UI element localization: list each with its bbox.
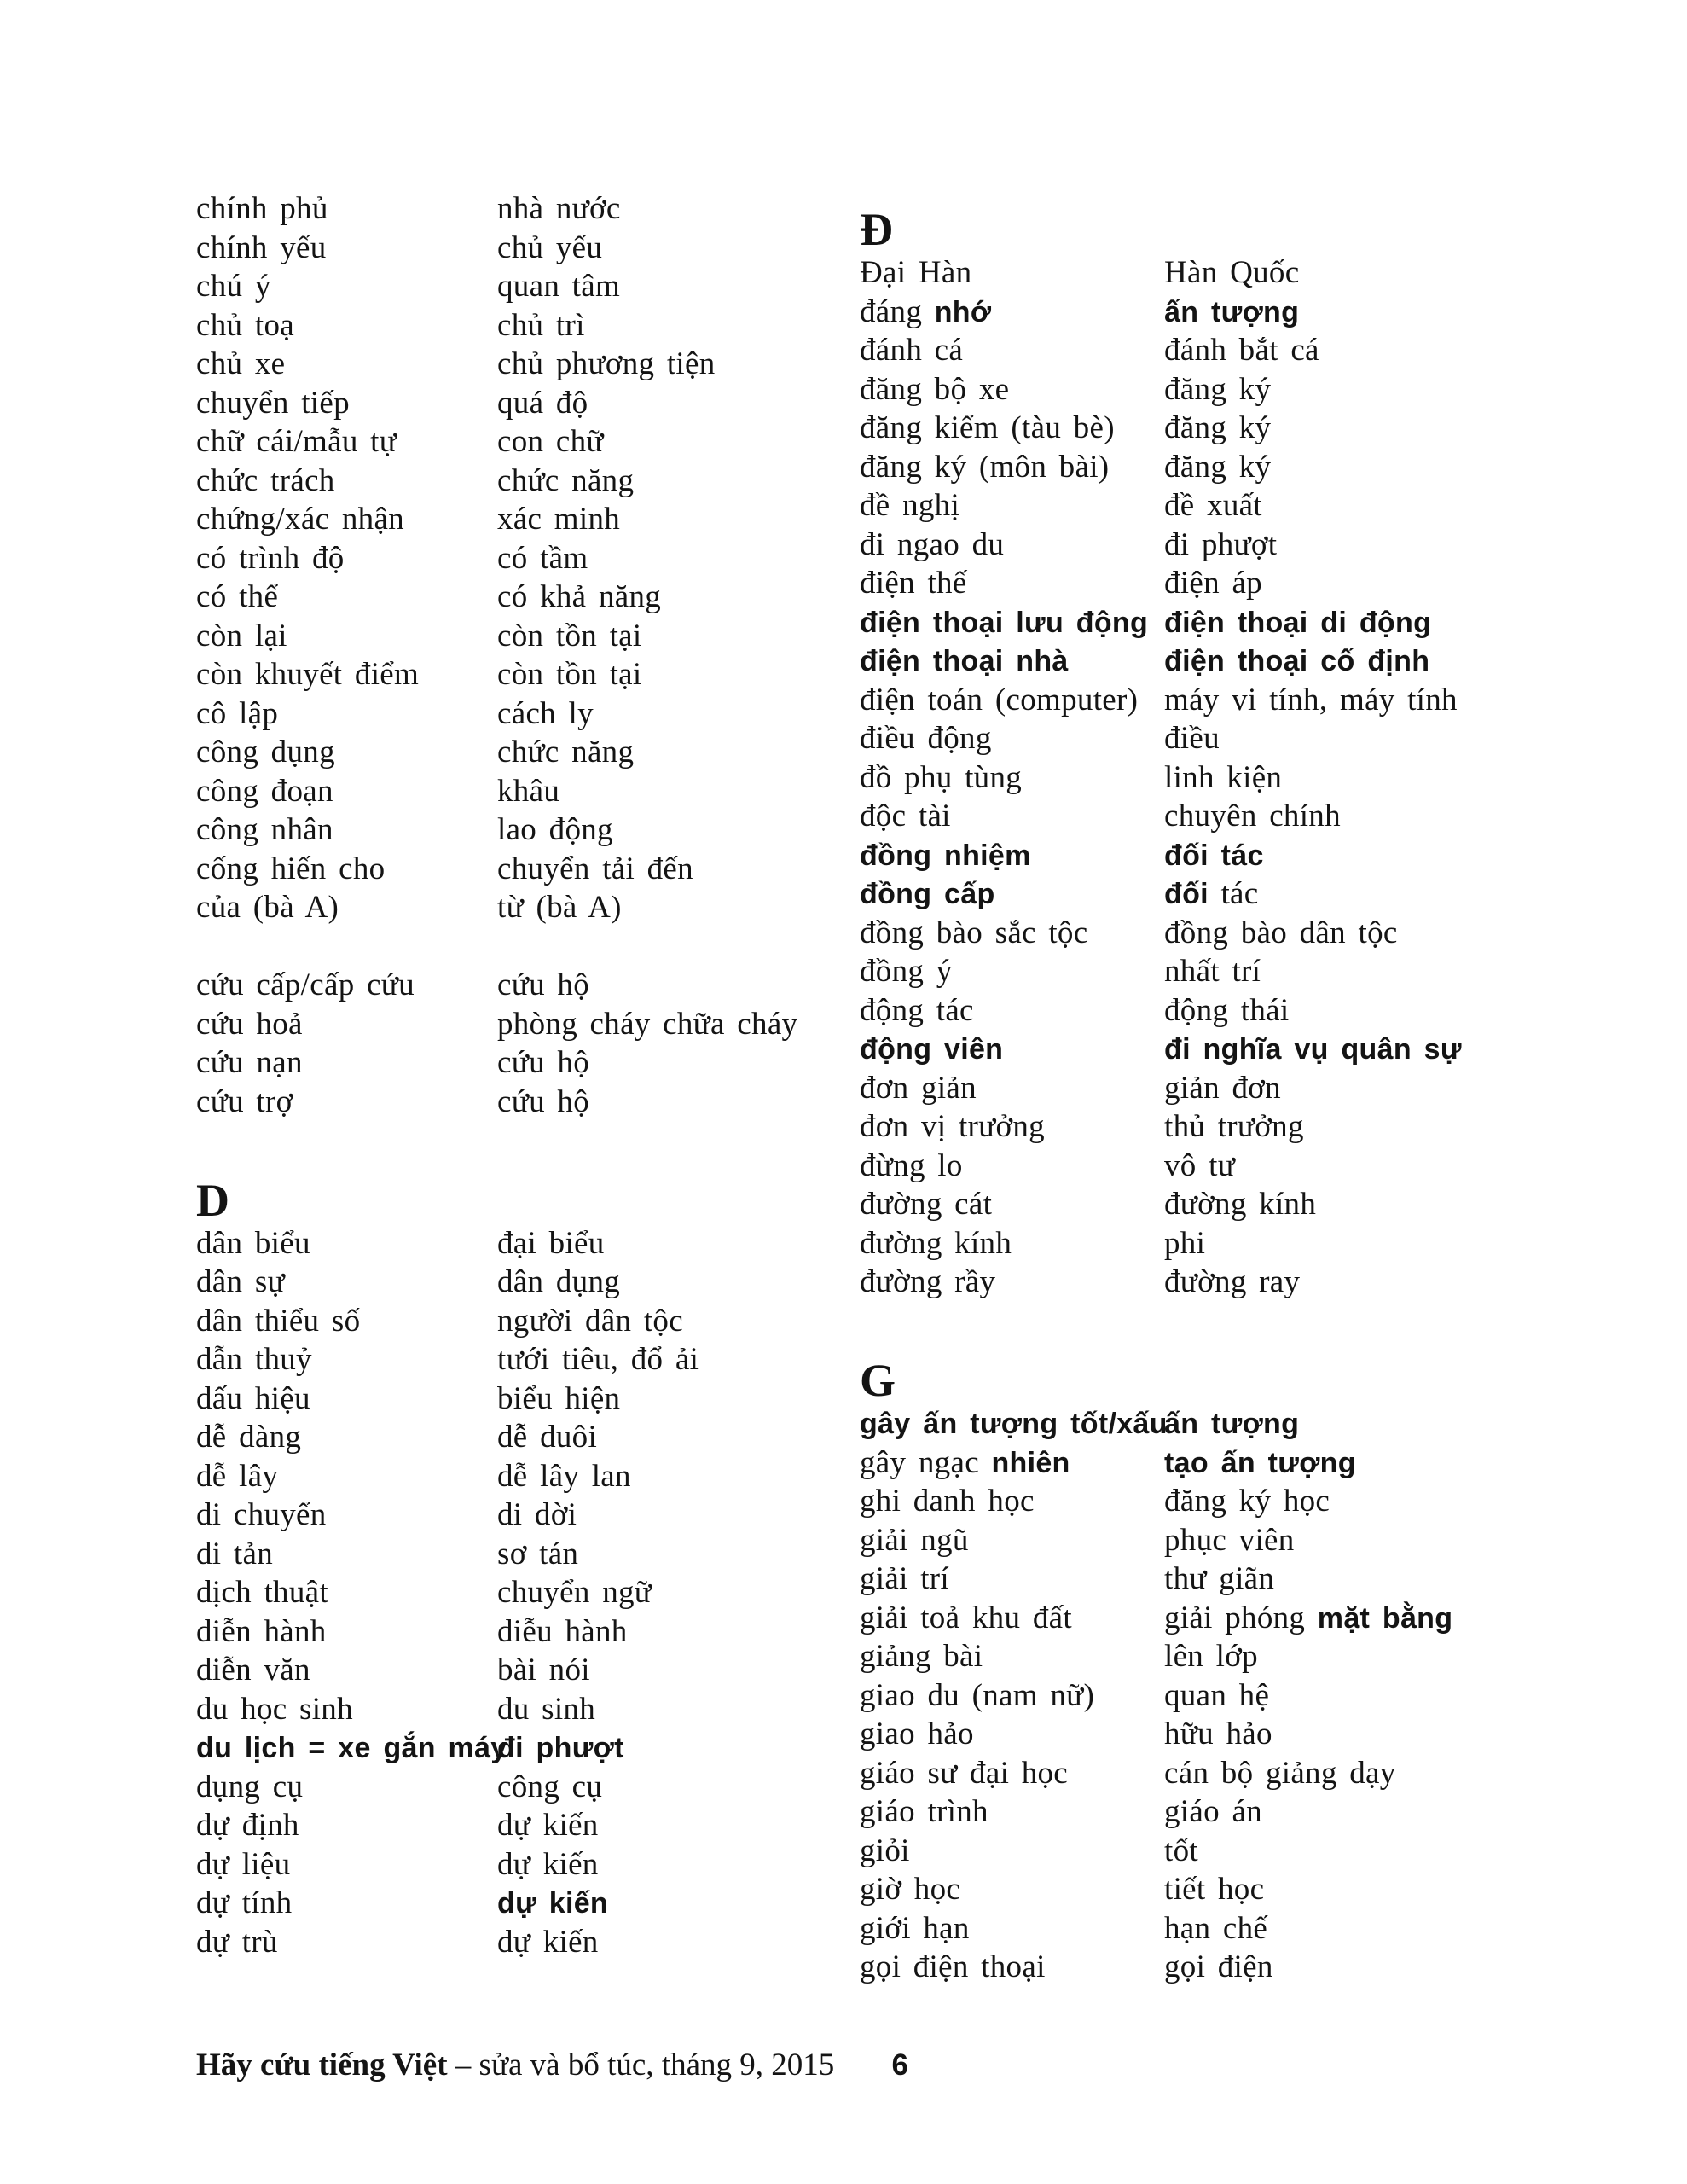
term-cell: công đoạn — [196, 773, 333, 809]
equivalent-cell: thư giãn — [1164, 1561, 1275, 1596]
glossary-row — [860, 370, 1636, 410]
term-cell: độc tài — [860, 799, 951, 834]
equivalent-cell: bài nói — [497, 1653, 590, 1687]
term-cell: đường rầy — [860, 1264, 996, 1299]
equivalent-cell: tưới tiêu, đổ ải — [497, 1342, 699, 1377]
equivalent-cell: điều — [1164, 721, 1220, 756]
glossary-row — [860, 1185, 1636, 1224]
glossary-row — [196, 1535, 827, 1574]
equivalent-cell: lao động — [497, 812, 613, 847]
term-cell: dự định — [196, 1808, 299, 1843]
equivalent-cell: dự kiến — [497, 1808, 599, 1843]
glossary-row — [196, 1651, 827, 1690]
glossary-row — [196, 229, 827, 268]
term-cell: động viên — [860, 1033, 1004, 1066]
glossary-row — [196, 694, 827, 734]
equivalent-cell: đăng ký — [1164, 449, 1272, 485]
page-number: 6 — [891, 2048, 908, 2082]
equivalent-cell: cứu hộ — [497, 1083, 590, 1119]
glossary-row — [196, 1884, 827, 1923]
equivalent-cell: gọi điện — [1164, 1949, 1273, 1984]
equivalent-cell: quan tâm — [497, 269, 621, 304]
term-cell: dân biểu — [196, 1225, 310, 1261]
equivalent-cell: thủ trưởng — [1164, 1109, 1304, 1144]
term-cell: dự tính — [196, 1885, 293, 1920]
equivalent-cell: đại biểu — [497, 1225, 605, 1261]
term-cell: dân sự — [196, 1264, 285, 1299]
term-cell: dễ dàng — [196, 1420, 302, 1455]
glossary-row — [196, 1728, 827, 1768]
equivalent-cell: đồng bào dân tộc — [1164, 915, 1398, 950]
equivalent-cell: con chữ — [497, 424, 604, 459]
glossary-row — [196, 1690, 827, 1729]
equivalent-cell: biểu hiện — [497, 1380, 621, 1416]
glossary-row — [860, 1599, 1636, 1638]
glossary-row — [196, 1302, 827, 1341]
glossary-row — [860, 1870, 1636, 1909]
equivalent-cell: vô tư — [1164, 1147, 1236, 1183]
glossary-row — [860, 1224, 1636, 1263]
term-cell: đăng ký (môn bài) — [860, 449, 1110, 485]
equivalent-cell: nhất trí — [1164, 954, 1261, 989]
glossary-row — [860, 603, 1636, 642]
term-cell: giờ học — [860, 1872, 961, 1907]
equivalent-cell: có khả năng — [497, 579, 662, 614]
term-cell: gây ấn tượng tốt/xấu — [860, 1408, 1168, 1440]
glossary-row — [860, 836, 1636, 875]
equivalent-cell: người dân tộc — [497, 1303, 683, 1339]
equivalent-cell: còn tồn tại — [497, 618, 642, 653]
equivalent-cell: quá độ — [497, 385, 588, 421]
glossary-row — [860, 1030, 1636, 1069]
equivalent-cell: xác minh — [497, 502, 621, 537]
equivalent-cell: chuyển tải đến — [497, 851, 693, 886]
term-cell: diễn văn — [196, 1653, 310, 1687]
glossary-row — [196, 1340, 827, 1380]
term-cell: đồng ý — [860, 954, 953, 989]
term-cell: còn lại — [196, 618, 287, 653]
row-spacer — [860, 1302, 1636, 1341]
section-header — [860, 189, 1636, 253]
glossary-row — [196, 384, 827, 423]
term-cell: gọi điện thoại — [860, 1949, 1046, 1984]
glossary-row — [196, 1845, 827, 1885]
equivalent-cell: Hàn Quốc — [1164, 255, 1300, 290]
term-cell: dự trù — [196, 1924, 278, 1960]
term-cell: đường kính — [860, 1225, 1012, 1261]
glossary-row — [860, 681, 1636, 720]
glossary-row — [860, 1832, 1636, 1871]
equivalent-cell: đi nghĩa vụ quân sự — [1164, 1033, 1462, 1066]
term-cell: giáo trình — [860, 1794, 988, 1829]
equivalent-cell: cứu hộ — [497, 1045, 590, 1080]
glossary-row — [196, 539, 827, 578]
term-cell: đề nghị — [860, 488, 960, 523]
equivalent-cell: chức năng — [497, 462, 635, 498]
term-cell: chính yếu — [196, 229, 327, 265]
equivalent-cell: chủ trì — [497, 307, 585, 343]
equivalent-cell: đường kính — [1164, 1187, 1317, 1222]
equivalent-cell: điện thoại cố định — [1164, 645, 1430, 677]
glossary-row — [860, 1069, 1636, 1108]
term-cell: đánh cá — [860, 333, 964, 368]
glossary-row — [860, 293, 1636, 332]
equivalent-cell: quan hệ — [1164, 1677, 1270, 1713]
glossary-row — [860, 1909, 1636, 1949]
glossary-row — [860, 564, 1636, 603]
equivalent-cell: đi phượt — [1164, 526, 1278, 562]
glossary-row — [196, 1923, 827, 1962]
glossary-row — [860, 486, 1636, 526]
term-cell: cứu hoả — [196, 1006, 303, 1042]
equivalent-cell: ấn tượng — [1164, 295, 1300, 328]
equivalent-cell: giải phóng mặt bằng — [1164, 1600, 1453, 1635]
glossary-row — [196, 189, 827, 229]
glossary-row — [860, 952, 1636, 991]
equivalent-cell: công cụ — [497, 1769, 603, 1804]
section-letter: Đ — [860, 204, 893, 255]
glossary-row — [860, 1521, 1636, 1560]
term-cell: du học sinh — [196, 1691, 353, 1727]
glossary-row — [860, 719, 1636, 758]
equivalent-cell: dự kiến — [497, 1887, 608, 1920]
term-cell: di chuyển — [196, 1497, 327, 1532]
glossary-row — [196, 1263, 827, 1302]
glossary-left-column — [196, 189, 827, 1961]
term-cell: dễ lây — [196, 1458, 279, 1494]
term-cell: cứu trợ — [196, 1083, 293, 1119]
term-cell: chủ toạ — [196, 307, 294, 343]
equivalent-cell: phòng cháy chữa cháy — [497, 1006, 798, 1042]
equivalent-cell: giản đơn — [1164, 1070, 1281, 1106]
term-cell: đơn vị trưởng — [860, 1109, 1045, 1144]
glossary-row — [196, 1573, 827, 1612]
term-cell: đường cát — [860, 1187, 993, 1222]
footer-subtitle: – sửa và bổ túc, tháng 9, 2015 — [447, 2048, 835, 2082]
term-cell: điều động — [860, 721, 992, 756]
term-cell: đăng bộ xe — [860, 371, 1010, 407]
term-cell: dẫn thuỷ — [196, 1342, 312, 1377]
term-cell: giao hảo — [860, 1716, 974, 1751]
equivalent-cell: ấn tượng — [1164, 1408, 1300, 1440]
glossary-row — [196, 1768, 827, 1807]
term-cell: chính phủ — [196, 191, 328, 226]
glossary-row — [196, 500, 827, 539]
glossary-row — [196, 345, 827, 384]
equivalent-cell: du sinh — [497, 1691, 596, 1727]
glossary-row — [860, 1482, 1636, 1521]
glossary-row — [196, 1457, 827, 1496]
equivalent-cell: đăng ký học — [1164, 1484, 1330, 1519]
glossary-row — [860, 448, 1636, 487]
equivalent-cell: sơ tán — [497, 1536, 579, 1571]
term-cell: dấu hiệu — [196, 1380, 310, 1416]
glossary-row — [196, 1418, 827, 1457]
term-cell: giao du (nam nữ) — [860, 1677, 1095, 1713]
glossary-row — [860, 1676, 1636, 1716]
term-cell: còn khuyết điểm — [196, 657, 420, 692]
equivalent-cell: từ (bà A) — [497, 890, 622, 925]
glossary-row — [860, 1715, 1636, 1754]
glossary-row — [196, 810, 827, 850]
term-cell: điện thế — [860, 566, 967, 601]
equivalent-cell: đánh bắt cá — [1164, 333, 1319, 368]
term-cell: gây ngạc nhiên — [860, 1444, 1070, 1480]
equivalent-cell: cứu hộ — [497, 967, 590, 1002]
glossary-row — [860, 331, 1636, 370]
glossary-row — [860, 526, 1636, 565]
equivalent-cell: cách ly — [497, 695, 594, 731]
glossary-row — [860, 1792, 1636, 1832]
section-header — [196, 1160, 827, 1224]
glossary-row — [860, 1263, 1636, 1302]
equivalent-cell: dễ duôi — [497, 1420, 598, 1455]
equivalent-cell: dự kiến — [497, 1846, 599, 1882]
term-cell: đơn giản — [860, 1070, 977, 1106]
equivalent-cell: diễu hành — [497, 1613, 628, 1649]
glossary-row — [860, 1637, 1636, 1676]
glossary-row — [196, 617, 827, 656]
glossary-row — [196, 733, 827, 772]
term-cell: chức trách — [196, 462, 335, 498]
term-cell: công dụng — [196, 735, 335, 770]
glossary-row — [860, 1754, 1636, 1793]
equivalent-cell: chủ yếu — [497, 229, 603, 265]
term-cell: dụng cụ — [196, 1769, 304, 1804]
term-cell: đăng kiểm (tàu bè) — [860, 410, 1115, 445]
equivalent-cell: đối tác — [1164, 839, 1264, 872]
glossary-row — [196, 1043, 827, 1083]
glossary-row — [196, 772, 827, 811]
glossary-row — [860, 1948, 1636, 1987]
glossary-row — [860, 914, 1636, 953]
glossary-row — [860, 1443, 1636, 1483]
term-cell: cứu nạn — [196, 1045, 303, 1080]
term-cell: cống hiến cho — [196, 851, 386, 886]
glossary-row — [860, 758, 1636, 798]
equivalent-cell: đường ray — [1164, 1264, 1301, 1299]
term-cell: đồ phụ tùng — [860, 759, 1023, 795]
term-cell: đồng bào sắc tộc — [860, 915, 1088, 950]
footer-title: Hãy cứu tiếng Việt — [196, 2048, 448, 2082]
term-cell: chuyển tiếp — [196, 385, 350, 421]
equivalent-cell: dân dụng — [497, 1264, 621, 1299]
equivalent-cell: linh kiện — [1164, 759, 1283, 795]
equivalent-cell: chuyên chính — [1164, 799, 1341, 834]
term-cell: đi ngao du — [860, 526, 1005, 562]
equivalent-cell: giáo án — [1164, 1794, 1262, 1829]
glossary-row — [196, 1380, 827, 1419]
equivalent-cell: khâu — [497, 773, 560, 809]
term-cell: cô lập — [196, 695, 279, 731]
term-cell: dân thiểu số — [196, 1303, 361, 1339]
equivalent-cell: cán bộ giảng dạy — [1164, 1755, 1396, 1791]
section-letter: G — [860, 1355, 896, 1406]
term-cell: Đại Hàn — [860, 255, 972, 290]
glossary-row — [196, 578, 827, 617]
equivalent-cell: lên lớp — [1164, 1639, 1258, 1674]
row-spacer — [196, 1121, 827, 1160]
equivalent-cell: tốt — [1164, 1833, 1198, 1868]
term-cell: đồng cấp — [860, 878, 995, 910]
glossary-row — [196, 267, 827, 306]
glossary-row — [860, 1107, 1636, 1147]
term-cell: chủ xe — [196, 346, 286, 381]
glossary-row — [860, 409, 1636, 448]
term-cell: diễn hành — [196, 1613, 327, 1649]
term-cell: giải toả khu đất — [860, 1600, 1072, 1635]
equivalent-cell: di dời — [497, 1497, 577, 1532]
glossary-row — [196, 1083, 827, 1122]
glossary-row — [196, 655, 827, 694]
term-cell: di tản — [196, 1536, 274, 1571]
term-cell: có thể — [196, 579, 279, 614]
equivalent-cell: hạn chế — [1164, 1910, 1268, 1946]
term-cell: có trình độ — [196, 540, 345, 576]
glossary-row — [860, 874, 1636, 914]
term-cell: điện thoại lưu động — [860, 606, 1149, 639]
glossary-row — [860, 1404, 1636, 1443]
glossary-row — [196, 1496, 827, 1535]
term-cell: đừng lo — [860, 1147, 963, 1183]
term-cell: dịch thuật — [196, 1575, 328, 1610]
term-cell: giải trí — [860, 1561, 950, 1596]
equivalent-cell: dự kiến — [497, 1924, 599, 1960]
glossary-row — [860, 1147, 1636, 1186]
term-cell: chữ cái/mẫu tự — [196, 424, 397, 459]
equivalent-cell: tiết học — [1164, 1872, 1265, 1907]
term-cell: giải ngũ — [860, 1522, 969, 1558]
equivalent-cell: chủ phương tiện — [497, 346, 716, 381]
term-cell: chú ý — [196, 269, 271, 304]
glossary-row — [860, 1560, 1636, 1599]
equivalent-cell: chức năng — [497, 735, 635, 770]
equivalent-cell: phi — [1164, 1225, 1206, 1261]
glossary-row — [196, 422, 827, 462]
term-cell: cứu cấp/cấp cứu — [196, 967, 415, 1002]
equivalent-cell: còn tồn tại — [497, 657, 642, 692]
glossary-row — [860, 991, 1636, 1031]
equivalent-cell: tạo ấn tượng — [1164, 1446, 1356, 1479]
term-cell: du lịch = xe gắn máy — [196, 1732, 507, 1764]
glossary-row — [196, 1224, 827, 1263]
term-cell: ghi danh học — [860, 1484, 1035, 1519]
term-cell: động tác — [860, 992, 974, 1028]
glossary-row — [196, 850, 827, 889]
equivalent-cell: máy vi tính, máy tính — [1164, 682, 1458, 717]
term-cell: giỏi — [860, 1833, 910, 1868]
equivalent-cell: chuyển ngữ — [497, 1575, 652, 1610]
term-cell: chứng/xác nhận — [196, 502, 404, 537]
term-cell: giáo sư đại học — [860, 1755, 1069, 1791]
term-cell: dự liệu — [196, 1846, 291, 1882]
section-letter: D — [196, 1174, 229, 1226]
section-header — [860, 1340, 1636, 1404]
equivalent-cell: đăng ký — [1164, 410, 1272, 445]
equivalent-cell: điện thoại di động — [1164, 606, 1432, 639]
term-cell: công nhân — [196, 812, 333, 847]
glossary-row — [196, 462, 827, 501]
glossary-row — [860, 642, 1636, 681]
equivalent-cell: động thái — [1164, 992, 1290, 1028]
row-spacer — [196, 927, 827, 967]
glossary-row — [196, 1005, 827, 1044]
glossary-right-column — [860, 189, 1636, 1987]
equivalent-cell: đăng ký — [1164, 371, 1272, 407]
term-cell: đồng nhiệm — [860, 839, 1031, 872]
glossary-row — [196, 1806, 827, 1845]
term-cell: điện thoại nhà — [860, 645, 1069, 677]
term-cell: điện toán (computer) — [860, 682, 1139, 717]
glossary-row — [860, 253, 1636, 293]
equivalent-cell: điện áp — [1164, 566, 1262, 601]
equivalent-cell: dễ lây lan — [497, 1458, 631, 1494]
glossary-row — [196, 966, 827, 1005]
glossary-row — [196, 888, 827, 927]
page-footer — [196, 2046, 908, 2085]
term-cell: của (bà A) — [196, 890, 339, 925]
equivalent-cell: nhà nước — [497, 191, 621, 226]
term-cell: đáng nhớ — [860, 293, 992, 329]
term-cell: giới hạn — [860, 1910, 970, 1946]
equivalent-cell: phục viên — [1164, 1522, 1295, 1558]
glossary-row — [860, 797, 1636, 836]
glossary-row — [196, 1612, 827, 1652]
equivalent-cell: có tầm — [497, 540, 588, 576]
term-cell: giảng bài — [860, 1639, 983, 1674]
equivalent-cell: đề xuất — [1164, 488, 1262, 523]
glossary-row — [196, 306, 827, 346]
equivalent-cell: đi phượt — [497, 1732, 624, 1764]
equivalent-cell: đối tác — [1164, 876, 1259, 911]
equivalent-cell: hữu hảo — [1164, 1716, 1272, 1751]
